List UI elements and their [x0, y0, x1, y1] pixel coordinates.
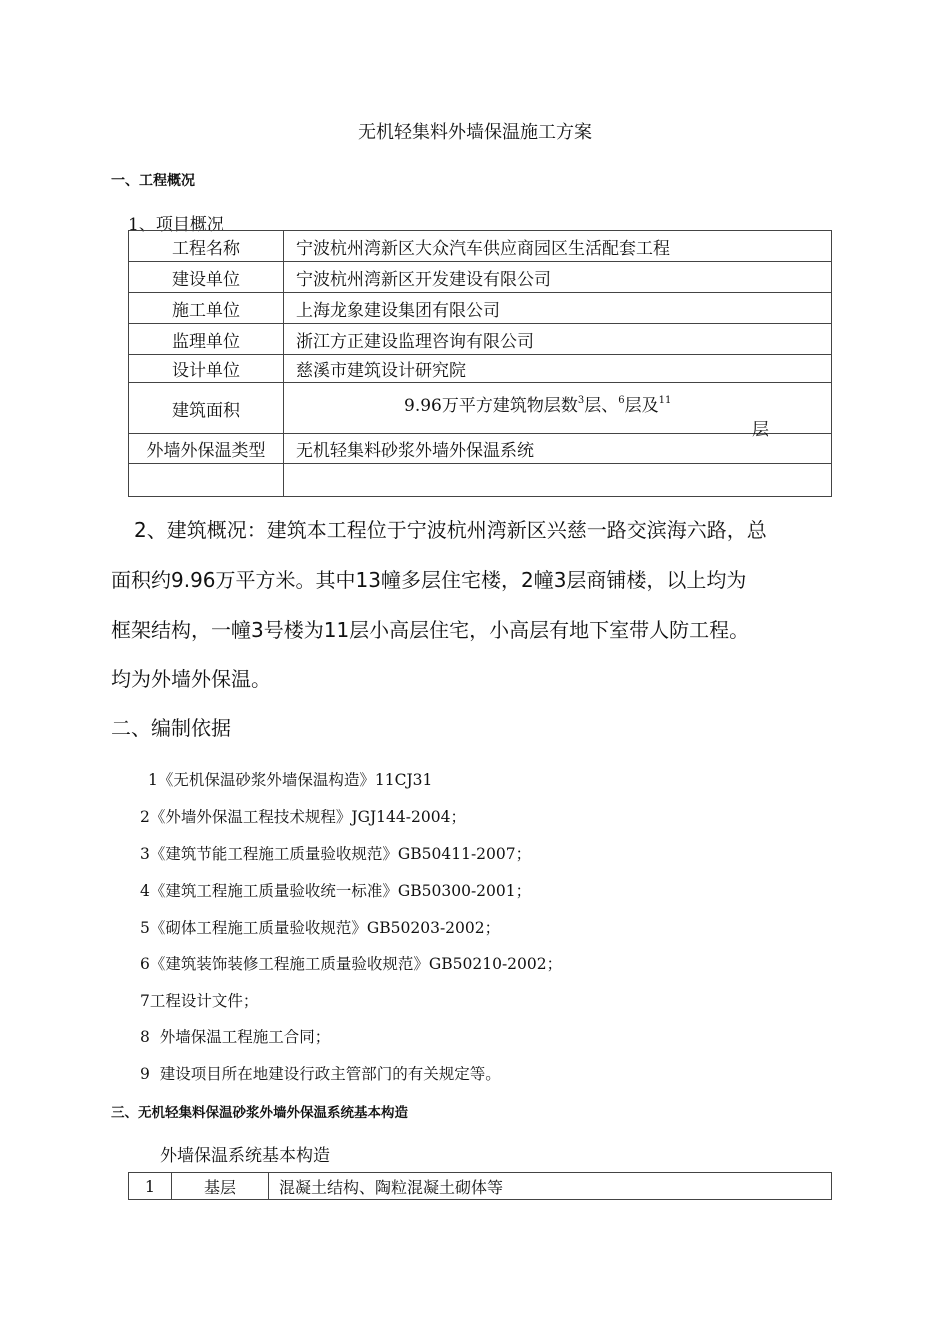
reference-item-7: 7工程设计文件；: [140, 992, 259, 1010]
subheading-basic-structure: 外墙保温系统基本构造: [160, 1146, 330, 1166]
overview-line-4: 均为外墙外保温。: [111, 667, 271, 691]
table-row: [129, 293, 832, 324]
row-key: 设计单位: [129, 355, 284, 383]
row-value: 宁波杭州湾新区开发建设有限公司: [284, 262, 832, 293]
table-row: [129, 324, 832, 355]
overview-line-1: 2、建筑概况：建筑本工程位于宁波杭州湾新区兴慈一路交滨海六路，总: [134, 518, 767, 542]
row-key-empty: [129, 464, 284, 497]
row-key: 建筑面积: [129, 383, 284, 434]
reference-item-3: 3《建筑节能工程施工质量验收规范》GB50411-2007；: [140, 845, 532, 863]
row-value: 上海龙象建设集团有限公司: [284, 293, 832, 324]
subheading-project-overview: 1、项目概况: [128, 215, 224, 235]
row-layer: 基层: [172, 1173, 269, 1200]
table-row: [129, 262, 832, 293]
section-heading-3: 三、无机轻集料保温砂浆外墙外保温系统基本构造: [111, 1105, 408, 1121]
row-key: 监理单位: [129, 324, 284, 355]
reference-item-6: 6《建筑装饰装修工程施工质量验收规范》GB50210-2002；: [140, 955, 563, 973]
row-value: 无机轻集料砂浆外墙外保温系统: [284, 434, 832, 464]
row-value: 慈溪市建筑设计研究院: [284, 355, 832, 383]
row-value: 宁波杭州湾新区大众汽车供应商园区生活配套工程: [284, 231, 832, 262]
table-row: [129, 434, 832, 464]
area-value: [284, 383, 832, 440]
row-content: 混凝土结构、陶粒混凝土砌体等: [269, 1173, 832, 1200]
table-row: [129, 231, 832, 262]
structure-table: [128, 1172, 832, 1200]
reference-item-1: 1《无机保温砂浆外墙保温构造》11CJ31: [148, 771, 433, 789]
area-main-text: 9.96万平方建筑物层数$^3$层、$^6$层及$^{11}$: [404, 395, 672, 416]
table-row: [129, 355, 832, 383]
row-number: 1: [129, 1173, 172, 1200]
row-value: 浙江方正建设监理咨询有限公司: [284, 324, 832, 355]
row-key: 建设单位: [129, 262, 284, 293]
project-info-table: [128, 230, 832, 497]
overview-line-3: 框架结构，一幢3号楼为11层小高层住宅，小高层有地下室带人防工程。: [111, 618, 750, 642]
section-heading-1: 一、工程概况: [111, 173, 195, 189]
area-tail-text: 层: [752, 420, 769, 440]
row-key: 工程名称: [129, 231, 284, 262]
document-title: 无机轻集料外墙保温施工方案: [358, 122, 592, 143]
reference-item-5: 5《砌体工程施工质量验收规范》GB50203-2002；: [140, 919, 501, 937]
table-row: [129, 1173, 832, 1200]
row-key: 外墙外保温类型: [129, 434, 284, 464]
reference-item-8: 8 外墙保温工程施工合同；: [140, 1028, 331, 1046]
reference-item-9: 9 建设项目所在地建设行政主管部门的有关规定等。: [140, 1065, 501, 1083]
table-row-empty: [129, 464, 832, 497]
row-value-empty: [284, 464, 832, 497]
table-row-area: [129, 383, 832, 434]
section-heading-2: 二、编制依据: [111, 716, 231, 740]
reference-item-2: 2《外墙外保温工程技术规程》JGJ144-2004；: [140, 808, 466, 826]
reference-item-4: 4《建筑工程施工质量验收统一标准》GB50300-2001；: [140, 882, 532, 900]
row-key: 施工单位: [129, 293, 284, 324]
overview-line-2: 面积约9.96万平方米。其中13幢多层住宅楼，2幢3层商铺楼，以上均为: [111, 568, 747, 592]
